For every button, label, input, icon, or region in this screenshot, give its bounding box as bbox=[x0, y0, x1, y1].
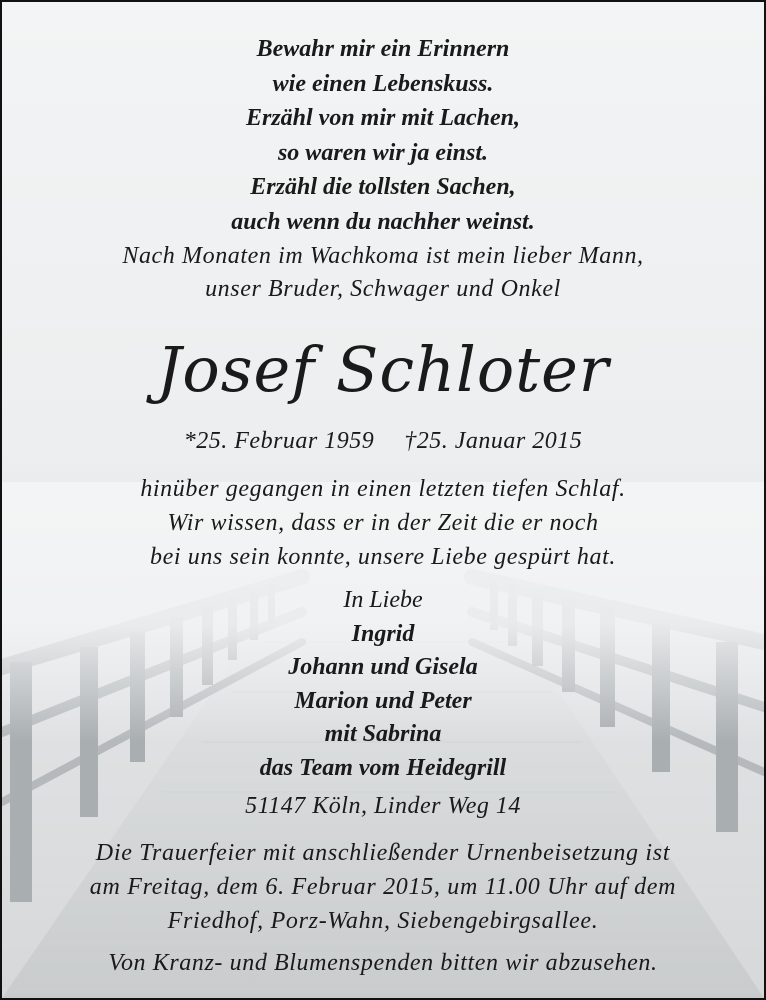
mourners-intro: In Liebe bbox=[343, 587, 423, 613]
closing-note: Von Kranz- und Blumenspenden bitten wir abzusehen. bbox=[108, 950, 658, 976]
address: 51147 Köln, Linder Weg 14 bbox=[245, 793, 521, 819]
service-line: am Freitag, dem 6. Februar 2015, um 11.00 Uhr auf dem bbox=[89, 874, 677, 900]
deceased-name: Josef Schloter bbox=[156, 333, 610, 406]
mourner-name: Johann und Gisela bbox=[288, 654, 478, 680]
poem-line: Erzähl von mir mit Lachen, bbox=[245, 105, 521, 131]
poem-line: auch wenn du nachher weinst. bbox=[231, 208, 535, 235]
poem-line: wie einen Lebenskuss. bbox=[272, 70, 494, 97]
service-line: Friedhof, Porz-Wahn, Siebengebirgsallee. bbox=[167, 908, 599, 934]
intro-line: Nach Monaten im Wachkoma ist mein lieber Mann, bbox=[122, 243, 644, 269]
passing-line: bei uns sein konnte, unsere Liebe gespürt hat. bbox=[150, 544, 616, 570]
passing-text bbox=[2, 472, 764, 574]
poem-line: Erzähl die tollsten Sachen, bbox=[250, 174, 516, 200]
life-dates bbox=[2, 425, 764, 457]
mourner-name: mit Sabrina bbox=[324, 721, 442, 747]
mourner-name: Marion und Peter bbox=[294, 687, 472, 714]
poem bbox=[2, 32, 764, 239]
poem-line: so waren wir ja einst. bbox=[277, 139, 489, 166]
death-date: †25. Januar 2015 bbox=[404, 428, 583, 454]
intro-text bbox=[2, 240, 764, 306]
mourner-name: das Team vom Heidegrill bbox=[259, 754, 507, 781]
intro-line: unser Bruder, Schwager und Onkel bbox=[205, 276, 561, 302]
mourners bbox=[2, 584, 764, 785]
passing-line: Wir wissen, dass er in der Zeit die er noch bbox=[167, 510, 599, 536]
mourner-name: Ingrid bbox=[351, 620, 415, 647]
birth-date: *25. Februar 1959 bbox=[183, 428, 375, 454]
funeral-service-info bbox=[2, 836, 764, 938]
passing-line: hinüber gegangen in einen letzten tiefen Schlaf. bbox=[140, 476, 626, 502]
service-line: Die Trauerfeier mit anschließender Urnenbeisetzung ist bbox=[95, 840, 671, 866]
poem-line: Bewahr mir ein Erinnern bbox=[256, 36, 510, 62]
